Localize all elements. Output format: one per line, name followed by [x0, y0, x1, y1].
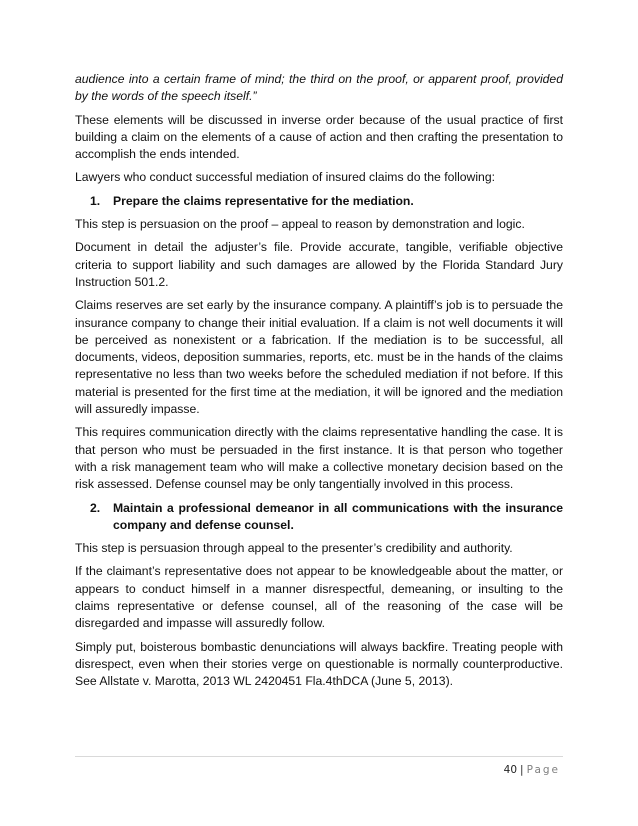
paragraph: This step is persuasion through appeal to the presenter’s credibility and authority.	[75, 541, 513, 556]
numbered-heading-2	[90, 500, 563, 535]
heading-number: 1.	[90, 193, 101, 208]
page-label: Page	[526, 764, 560, 776]
heading-text: Prepare the claims representative for the mediation.	[113, 193, 414, 208]
numbered-heading-1	[90, 193, 563, 210]
paragraph: If the claimant’s representative does not appear to be knowledgeable about the matter, or appears to conduct himself in a manner disrespectful, demeaning, or insulting to the claims representative or defense counsel, all of the reasoning of the case will be disregarded and impasse will assuredly follow.	[75, 564, 563, 631]
paragraph: This step is persuasion on the proof – appeal to reason by demonstration and logic.	[75, 217, 525, 232]
heading-text: Maintain a professional demeanor in all communications with the insurance company and defense counsel.	[113, 500, 563, 532]
paragraph: Claims reserves are set early by the insurance company. A plaintiff’s job is to persuade the insurance company to change their initial evaluation. If a claim is not well documents it will be perceived as nonexistent or a fabrication. If the mediation is to be successful, all documents, videos, deposition summaries, reports, etc. must be in the hands of the claims representative no less than two weeks before the scheduled mediation if not before. If this material is presented for the first time at the mediation, it will be ignored and the mediation will assuredly impasse.	[75, 298, 563, 417]
paragraph: Simply put, boisterous bombastic denunciations will always backfire. Treating people with disrespect, even when their stories verge on questionable is normally counterproductive. See Allstate v. Marotta, 2013 WL 2420451 Fla.4thDCA (June 5, 2013).	[75, 639, 563, 689]
page-footer	[504, 764, 560, 776]
heading-number: 2.	[90, 500, 101, 515]
paragraph: Lawyers who conduct successful mediation of insured claims do the following:	[75, 170, 496, 185]
paragraph: Document in detail the adjuster’s file. Provide accurate, tangible, verifiable objective criteria to support liability and such damages are allowed by the Florida Standard Jury Instruction 501.2.	[75, 240, 563, 289]
page-body	[75, 71, 563, 697]
footer-divider	[75, 756, 563, 757]
paragraph: These elements will be discussed in inverse order because of the usual practice of first building a claim on the elements of a cause of action and then crafting the presentation to accomplish the ends intended.	[75, 112, 563, 162]
footer-separator: |	[520, 764, 524, 776]
quote-continuation: audience into a certain frame of mind; the third on the proof, or apparent proof, provided by the words of the speech itself.”	[75, 72, 563, 104]
page-number: 40	[503, 764, 518, 776]
paragraph: This requires communication directly with the claims representative handling the case. It is that person who must be persuaded in the first instance. It is that person who together with a risk management team who will make a collective monetary decision based on the risk assessed. Defense counsel may be only tangentially involved in this process.	[75, 425, 563, 492]
